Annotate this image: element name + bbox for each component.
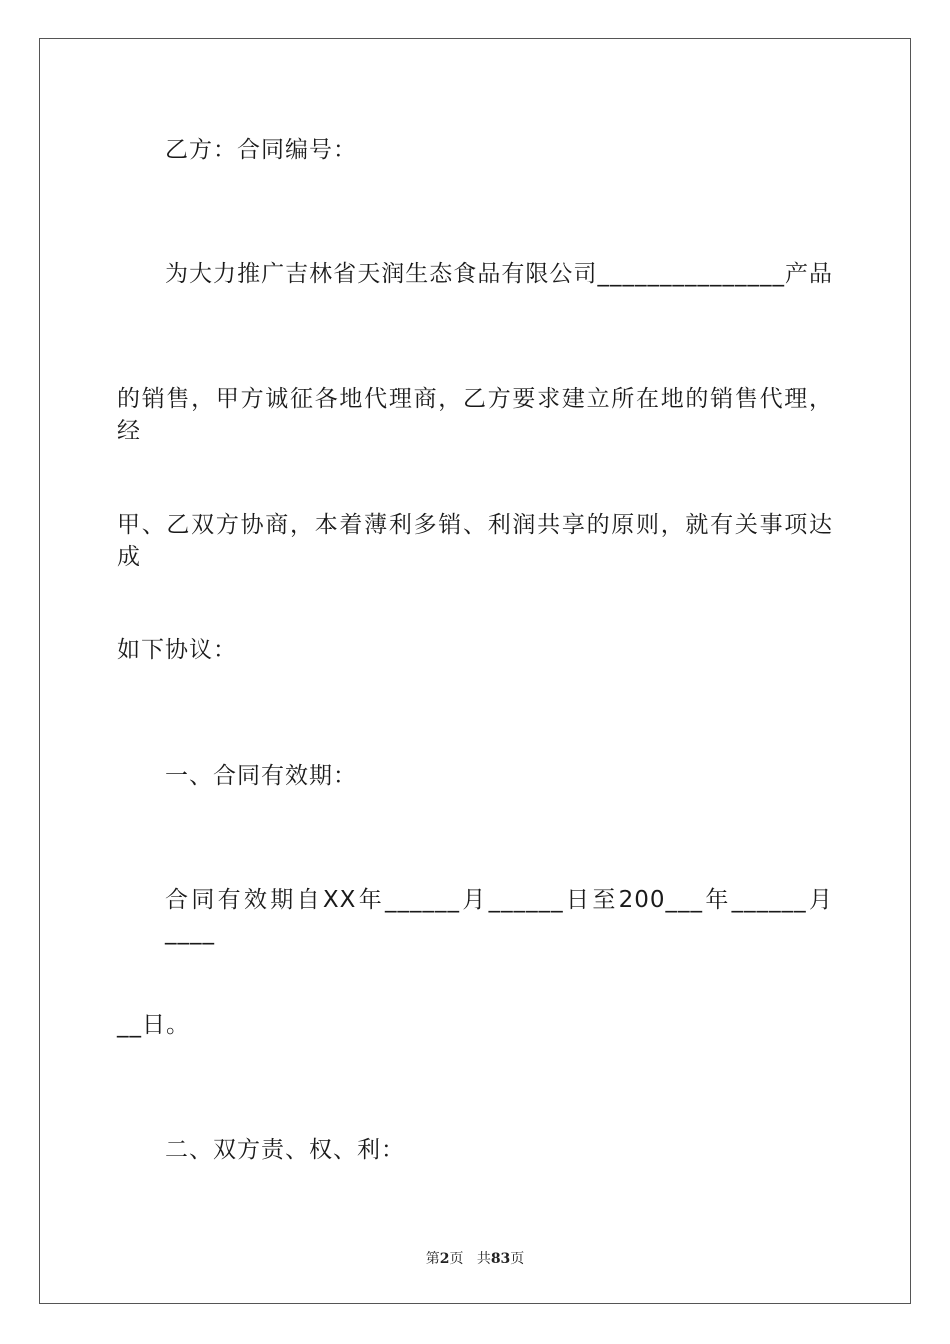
paragraph-line: 甲、乙双方协商，本着薄利多销、利润共享的原则，就有关事项达成 xyxy=(117,512,833,570)
page-footer xyxy=(0,1248,950,1268)
total-prefix: 共 xyxy=(476,1251,491,1267)
paragraph-line: 合同有效期自XX年______月______日至200___年______月____ xyxy=(165,887,833,945)
paragraph-line: 为大力推广吉林省天润生态食品有限公司_______________产品 xyxy=(165,261,833,287)
paragraph-line: __日。 xyxy=(117,1012,190,1038)
section-heading-contract-term: 一、合同有效期： xyxy=(165,763,357,789)
paragraph-line: 如下协议： xyxy=(117,637,237,663)
page-total: 83 xyxy=(490,1251,511,1267)
page-prefix: 第 xyxy=(425,1251,440,1267)
page-current: 2 xyxy=(439,1251,450,1267)
section-heading-rights-duties: 二、双方责、权、利： xyxy=(165,1137,405,1163)
paragraph-line: 的销售，甲方诚征各地代理商，乙方要求建立所在地的销售代理，经 xyxy=(117,386,833,444)
page-suffix: 页 xyxy=(449,1251,464,1267)
page-border xyxy=(39,38,911,1304)
total-suffix: 页 xyxy=(510,1251,525,1267)
party-b-contract-number: 乙方：合同编号： xyxy=(165,137,357,163)
